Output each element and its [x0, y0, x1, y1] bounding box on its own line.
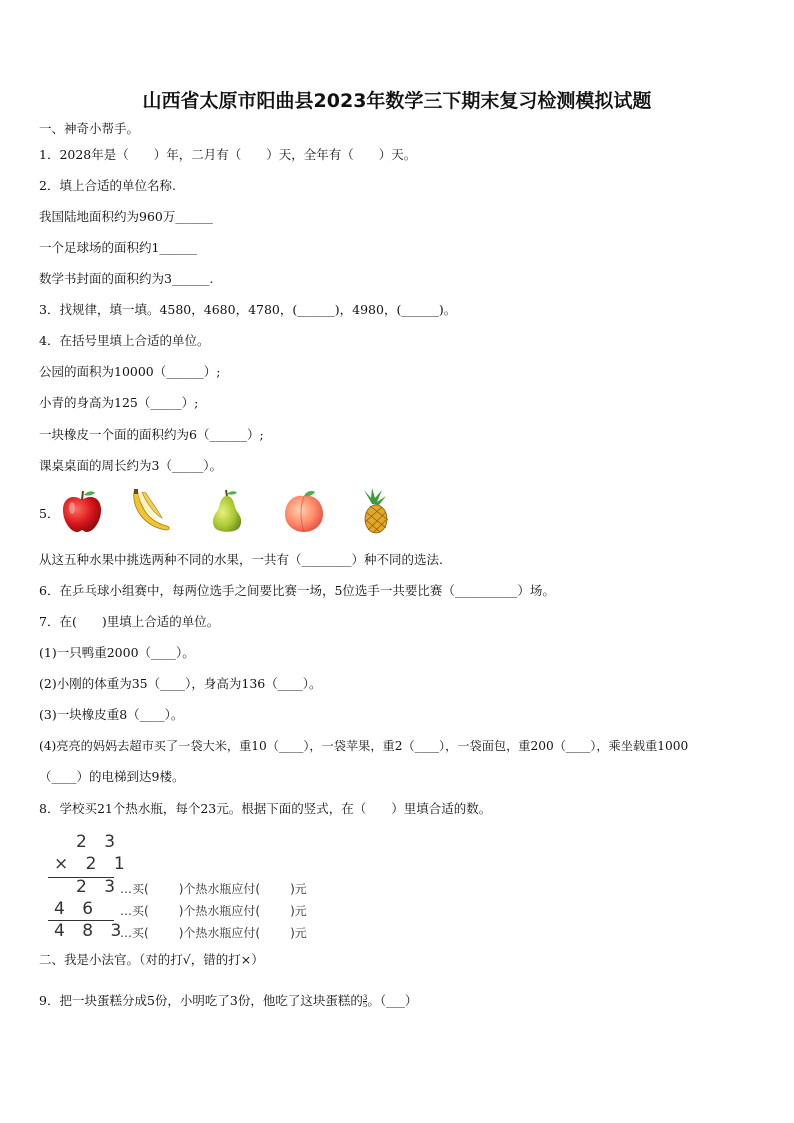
- calc-partial-2: 4 6: [54, 899, 100, 919]
- apple-icon: [60, 488, 104, 534]
- question-7: 7．在( )里填上合适的单位。: [39, 614, 220, 629]
- question-4b: 小青的身高为125（_____）;: [39, 395, 199, 410]
- calc-note-1: …买( )个热水瓶应付( )元: [120, 882, 307, 896]
- question-4c: 一块橡皮一个面的面积约为6（______）;: [39, 427, 264, 442]
- question-7d-line2: （____）的电梯到达9楼。: [39, 769, 185, 784]
- calc-partial-1: 2 3: [76, 877, 122, 897]
- section-2-heading: 二、我是小法官。（对的打√，错的打×）: [39, 952, 264, 967]
- question-5-text: 从这五种水果中挑选两种不同的水果，一共有（________）种不同的选法.: [39, 552, 443, 567]
- pear-icon: [205, 488, 249, 534]
- question-9: 9．把一块蛋糕分成5份，小明吃了3份，他吃了这块蛋糕的$\frac{3}{5}$ 。（___）: [39, 993, 418, 1009]
- question-7b: (2)小刚的体重为35（____），身高为136（____）。: [39, 676, 322, 691]
- question-2b: 一个足球场的面积约1______: [39, 240, 197, 255]
- question-6: 6．在乒乓球小组赛中，每两位选手之间要比赛一场，5位选手一共要比赛（__________）场。: [39, 583, 555, 598]
- question-8: 8．学校买21个热水瓶，每个23元。根据下面的竖式，在（ ）里填合适的数。: [39, 801, 492, 816]
- question-4a: 公园的面积为10000（______）;: [39, 364, 221, 379]
- page-title: 山西省太原市阳曲县2023年数学三下期末复习检测模拟试题: [142, 90, 652, 112]
- calc-multiplier: × 2 1: [54, 854, 131, 874]
- calc-product: 4 8 3: [54, 921, 128, 941]
- banana-icon: [128, 488, 172, 534]
- calc-multiplicand: 2 3: [76, 832, 122, 852]
- question-7c: (3)一块橡皮重8（____）。: [39, 707, 184, 722]
- question-7a: (1)一只鸭重2000（____）。: [39, 645, 195, 660]
- question-2: 2．填上合适的单位名称.: [39, 178, 176, 193]
- vertical-multiplication: [46, 832, 376, 942]
- section-1-heading: 一、神奇小帮手。: [39, 121, 140, 136]
- pineapple-icon: [352, 488, 396, 534]
- question-1: 1．2028年是（ ）年，二月有（ ）天，全年有（ ）天。: [39, 147, 417, 162]
- fraction-three-fifths: $\frac{3}{5}$: [362, 994, 368, 1009]
- question-2c: 数学书封面的面积约为3______.: [39, 271, 214, 286]
- question-2a: 我国陆地面积约为960万______: [39, 209, 213, 224]
- question-3: 3．找规律，填一填。4580，4680，4780，(______)，4980，(______)。: [39, 302, 457, 317]
- question-5-number: 5．: [39, 506, 60, 521]
- calc-note-3: …买( )个热水瓶应付( )元: [120, 926, 307, 940]
- question-7d-line1: (4)亮亮的妈妈去超市买了一袋大米，重10（____），一袋苹果，重2（____），一袋面包，重200（____），乘坐载重1000: [39, 739, 689, 753]
- peach-icon: [282, 488, 326, 534]
- question-4: 4．在括号里填上合适的单位。: [39, 333, 210, 348]
- question-4d: 课桌桌面的周长约为3（_____）。: [39, 458, 222, 473]
- calc-note-2: …买( )个热水瓶应付( )元: [120, 904, 307, 918]
